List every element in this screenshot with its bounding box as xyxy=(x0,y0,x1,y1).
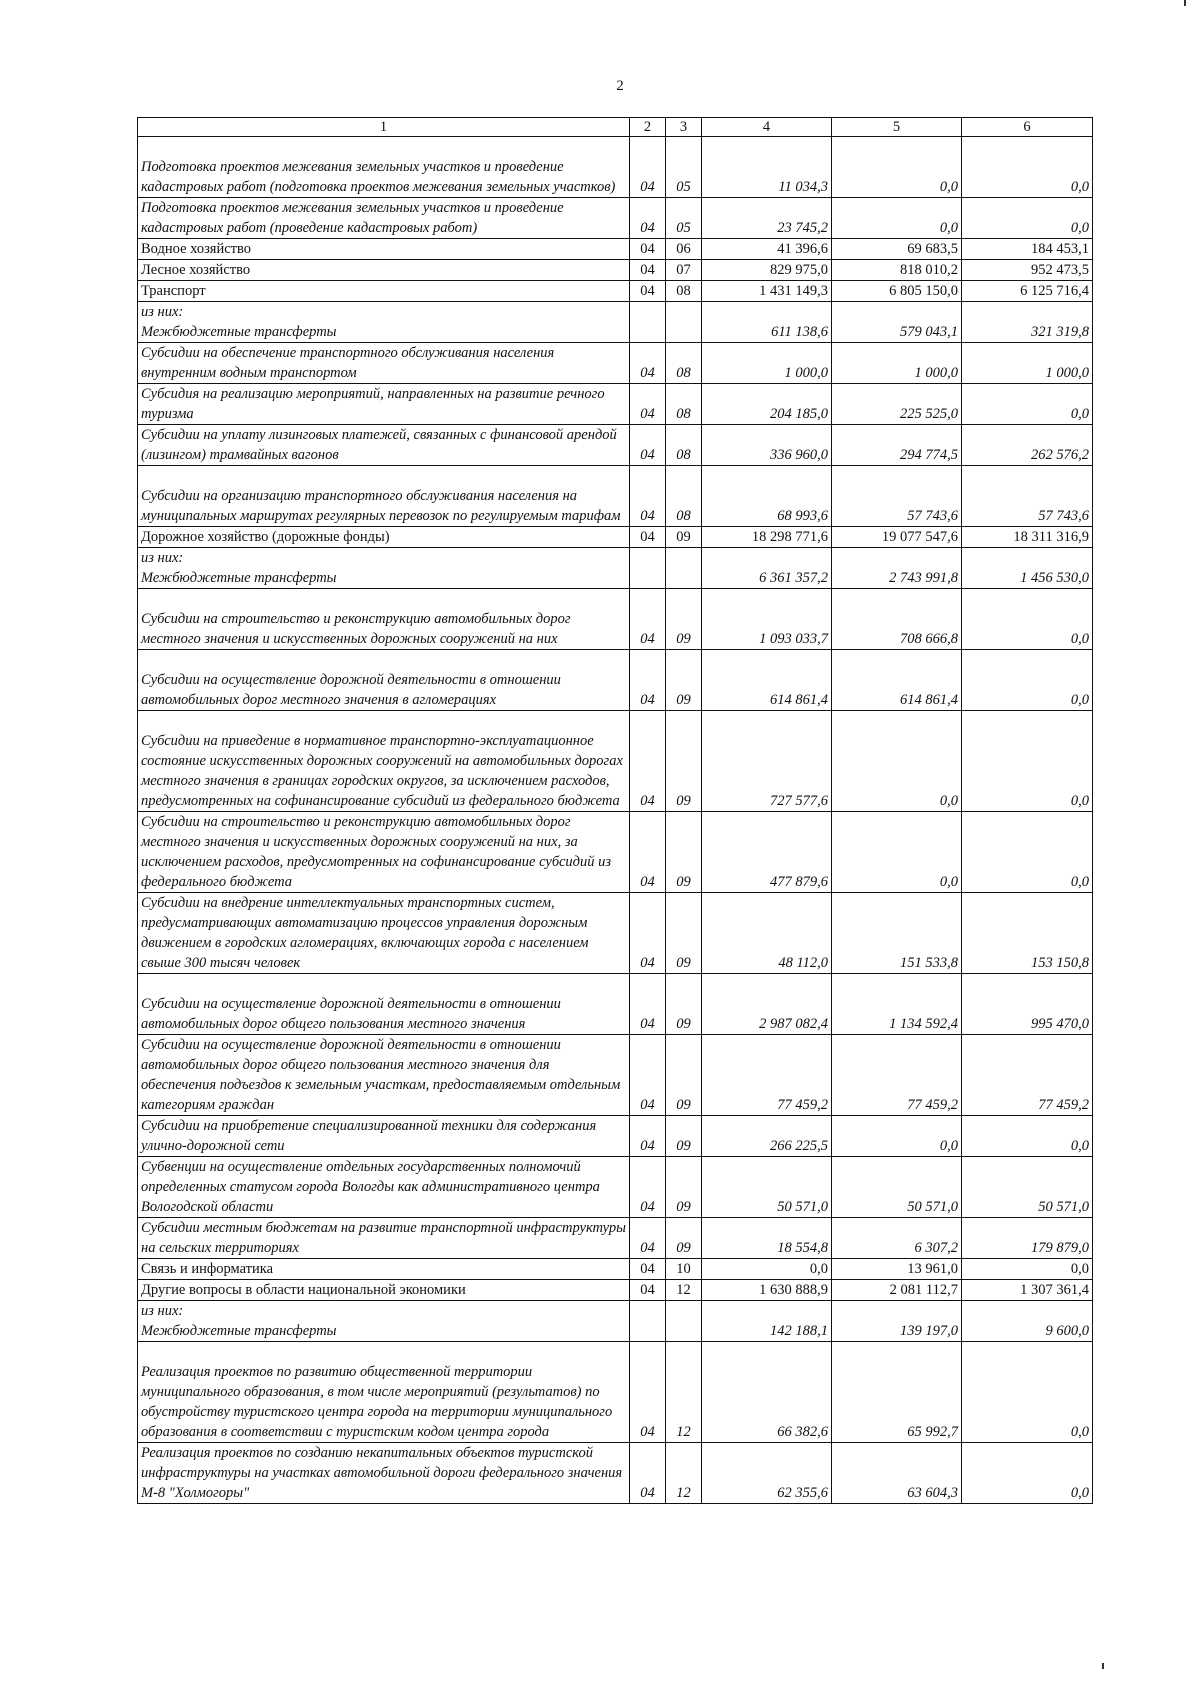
row-name-prefix: из них: xyxy=(141,304,184,320)
column-header: 5 xyxy=(832,118,962,137)
row-name: Субсидии на строительство и реконструкцию автомобильных дорог местного значения и искусственных дорожных сооружений на них xyxy=(138,589,630,650)
value-col4: 18 554,8 xyxy=(702,1218,832,1259)
table-row xyxy=(138,302,1093,343)
table-row xyxy=(138,589,1093,650)
column-header: 2 xyxy=(630,118,666,137)
value-col6: 0,0 xyxy=(962,812,1093,893)
row-name: Транспорт xyxy=(138,281,630,302)
value-col4: 66 382,6 xyxy=(702,1342,832,1443)
value-col5: 57 743,6 xyxy=(832,466,962,527)
value-col5: 225 525,0 xyxy=(832,384,962,425)
row-name: Субсидии на приобретение специализированной техники для содержания улично-дорожной сети xyxy=(138,1116,630,1157)
section-code: 04 xyxy=(630,893,666,974)
section-code xyxy=(630,548,666,589)
column-header: 6 xyxy=(962,118,1093,137)
value-col4: 0,0 xyxy=(702,1259,832,1280)
value-col5: 0,0 xyxy=(832,812,962,893)
value-col5: 6 307,2 xyxy=(832,1218,962,1259)
table-row xyxy=(138,527,1093,548)
value-col5: 294 774,5 xyxy=(832,425,962,466)
row-name: Связь и информатика xyxy=(138,1259,630,1280)
table-row xyxy=(138,1443,1093,1504)
value-col5: 0,0 xyxy=(832,711,962,812)
row-name-main: Межбюджетные трансферты xyxy=(141,1323,337,1339)
value-col4: 336 960,0 xyxy=(702,425,832,466)
value-col5: 50 571,0 xyxy=(832,1157,962,1218)
section-code: 04 xyxy=(630,650,666,711)
value-col6: 0,0 xyxy=(962,711,1093,812)
row-name: Реализация проектов по развитию общественной территории муниципального образования, в том числе мероприятий (результатов) по обустройству туристского центра города на территории муниципального образования в соответствии с туристским кодом центра города xyxy=(138,1342,630,1443)
value-col6: 9 600,0 xyxy=(962,1301,1093,1342)
value-col6: 184 453,1 xyxy=(962,239,1093,260)
value-col5: 1 134 592,4 xyxy=(832,974,962,1035)
row-name-prefix: из них: xyxy=(141,1303,184,1319)
value-col4: 266 225,5 xyxy=(702,1116,832,1157)
table-row xyxy=(138,1218,1093,1259)
value-col6: 153 150,8 xyxy=(962,893,1093,974)
value-col5: 139 197,0 xyxy=(832,1301,962,1342)
subsection-code: 09 xyxy=(666,1218,702,1259)
value-col5: 77 459,2 xyxy=(832,1035,962,1116)
value-col4: 1 431 149,3 xyxy=(702,281,832,302)
value-col6: 262 576,2 xyxy=(962,425,1093,466)
table-row xyxy=(138,1301,1093,1342)
value-col6: 0,0 xyxy=(962,1259,1093,1280)
value-col5: 2 081 112,7 xyxy=(832,1280,962,1301)
value-col4: 477 879,6 xyxy=(702,812,832,893)
row-name: Субсидии на внедрение интеллектуальных транспортных систем, предусматривающих автоматизацию процессов управления дорожным движением в городских агломерациях, включающих города с населением свыше 300 тысяч человек xyxy=(138,893,630,974)
row-name: Лесное хозяйство xyxy=(138,260,630,281)
value-col5: 0,0 xyxy=(832,137,962,198)
table-row xyxy=(138,343,1093,384)
table-row xyxy=(138,1116,1093,1157)
value-col5: 13 961,0 xyxy=(832,1259,962,1280)
column-header: 4 xyxy=(702,118,832,137)
value-col4: 41 396,6 xyxy=(702,239,832,260)
subsection-code: 08 xyxy=(666,466,702,527)
subsection-code: 08 xyxy=(666,343,702,384)
section-code: 04 xyxy=(630,260,666,281)
value-col4: 6 361 357,2 xyxy=(702,548,832,589)
value-col6: 6 125 716,4 xyxy=(962,281,1093,302)
subsection-code xyxy=(666,1301,702,1342)
value-col6: 1 456 530,0 xyxy=(962,548,1093,589)
value-col6: 77 459,2 xyxy=(962,1035,1093,1116)
subsection-code: 10 xyxy=(666,1259,702,1280)
value-col6: 1 000,0 xyxy=(962,343,1093,384)
table-row xyxy=(138,384,1093,425)
column-header: 3 xyxy=(666,118,702,137)
subsection-code: 09 xyxy=(666,1116,702,1157)
section-code: 04 xyxy=(630,527,666,548)
row-name xyxy=(138,302,630,343)
value-col5: 6 805 150,0 xyxy=(832,281,962,302)
row-name-main: Межбюджетные трансферты xyxy=(141,324,337,340)
subsection-code: 09 xyxy=(666,1157,702,1218)
subsection-code: 09 xyxy=(666,527,702,548)
row-name: Водное хозяйство xyxy=(138,239,630,260)
section-code: 04 xyxy=(630,466,666,527)
value-col4: 142 188,1 xyxy=(702,1301,832,1342)
section-code: 04 xyxy=(630,812,666,893)
page-number: 2 xyxy=(616,78,624,94)
value-col4: 614 861,4 xyxy=(702,650,832,711)
table-row xyxy=(138,425,1093,466)
row-name: Реализация проектов по созданию некапитальных объектов туристской инфраструктуры на участках автомобильной дороги федерального значения М-8 "Холмогоры" xyxy=(138,1443,630,1504)
value-col5: 579 043,1 xyxy=(832,302,962,343)
table-row xyxy=(138,650,1093,711)
header-row xyxy=(138,118,1093,137)
value-col6: 0,0 xyxy=(962,650,1093,711)
table-row xyxy=(138,1157,1093,1218)
row-name: Субсидии на приведение в нормативное транспортно-эксплуатационное состояние искусственных дорожных сооружений на автомобильных дорогах местного значения в границах городских округов, за исключением расходов, предусмотренных на софинансирование субсидий из федерального бюджета xyxy=(138,711,630,812)
section-code: 04 xyxy=(630,281,666,302)
section-code: 04 xyxy=(630,1342,666,1443)
value-col5: 65 992,7 xyxy=(832,1342,962,1443)
table-row xyxy=(138,239,1093,260)
value-col5: 0,0 xyxy=(832,1116,962,1157)
section-code xyxy=(630,1301,666,1342)
row-name: Субсидии на строительство и реконструкцию автомобильных дорог местного значения и искусственных дорожных сооружений на них, за исключением расходов, предусмотренных на софинансирование субсидий из федерального бюджета xyxy=(138,812,630,893)
value-col4: 727 577,6 xyxy=(702,711,832,812)
value-col6: 0,0 xyxy=(962,198,1093,239)
value-col4: 62 355,6 xyxy=(702,1443,832,1504)
value-col4: 611 138,6 xyxy=(702,302,832,343)
subsection-code: 09 xyxy=(666,812,702,893)
table-row xyxy=(138,281,1093,302)
table-row xyxy=(138,1035,1093,1116)
subsection-code xyxy=(666,302,702,343)
row-name: Другие вопросы в области национальной экономики xyxy=(138,1280,630,1301)
subsection-code: 08 xyxy=(666,425,702,466)
subsection-code: 06 xyxy=(666,239,702,260)
row-name: Подготовка проектов межевания земельных участков и проведение кадастровых работ (подготовка проектов межевания земельных участков) xyxy=(138,137,630,198)
section-code: 04 xyxy=(630,239,666,260)
value-col4: 23 745,2 xyxy=(702,198,832,239)
row-name-main: Межбюджетные трансферты xyxy=(141,570,337,586)
value-col4: 18 298 771,6 xyxy=(702,527,832,548)
value-col6: 952 473,5 xyxy=(962,260,1093,281)
value-col6: 0,0 xyxy=(962,1443,1093,1504)
value-col6: 50 571,0 xyxy=(962,1157,1093,1218)
value-col6: 0,0 xyxy=(962,137,1093,198)
table-row xyxy=(138,1342,1093,1443)
value-col5: 19 077 547,6 xyxy=(832,527,962,548)
subsection-code: 09 xyxy=(666,893,702,974)
value-col6: 0,0 xyxy=(962,589,1093,650)
value-col4: 2 987 082,4 xyxy=(702,974,832,1035)
section-code: 04 xyxy=(630,198,666,239)
table-row xyxy=(138,893,1093,974)
section-code: 04 xyxy=(630,1280,666,1301)
value-col4: 1 093 033,7 xyxy=(702,589,832,650)
subsection-code: 12 xyxy=(666,1280,702,1301)
value-col4: 48 112,0 xyxy=(702,893,832,974)
budget-table xyxy=(137,117,1093,1504)
section-code xyxy=(630,302,666,343)
table-row xyxy=(138,1280,1093,1301)
row-name: Субсидии местным бюджетам на развитие транспортной инфраструктуры на сельских территориях xyxy=(138,1218,630,1259)
value-col5: 69 683,5 xyxy=(832,239,962,260)
row-name: Подготовка проектов межевания земельных участков и проведение кадастровых работ (проведение кадастровых работ) xyxy=(138,198,630,239)
section-code: 04 xyxy=(630,343,666,384)
subsection-code: 09 xyxy=(666,974,702,1035)
scan-mark xyxy=(1102,1663,1104,1669)
subsection-code: 08 xyxy=(666,281,702,302)
subsection-code: 05 xyxy=(666,198,702,239)
row-name: Дорожное хозяйство (дорожные фонды) xyxy=(138,527,630,548)
row-name xyxy=(138,548,630,589)
value-col4: 11 034,3 xyxy=(702,137,832,198)
section-code: 04 xyxy=(630,1218,666,1259)
subsection-code: 12 xyxy=(666,1342,702,1443)
row-name: Субсидии на осуществление дорожной деятельности в отношении автомобильных дорог общего пользования местного значения xyxy=(138,974,630,1035)
value-col5: 708 666,8 xyxy=(832,589,962,650)
value-col4: 77 459,2 xyxy=(702,1035,832,1116)
subsection-code: 09 xyxy=(666,1035,702,1116)
section-code: 04 xyxy=(630,1259,666,1280)
value-col6: 1 307 361,4 xyxy=(962,1280,1093,1301)
subsection-code xyxy=(666,548,702,589)
value-col6: 18 311 316,9 xyxy=(962,527,1093,548)
value-col4: 68 993,6 xyxy=(702,466,832,527)
value-col4: 1 630 888,9 xyxy=(702,1280,832,1301)
value-col5: 151 533,8 xyxy=(832,893,962,974)
row-name xyxy=(138,1301,630,1342)
table-row xyxy=(138,711,1093,812)
subsection-code: 08 xyxy=(666,384,702,425)
subsection-code: 09 xyxy=(666,589,702,650)
table-row xyxy=(138,1259,1093,1280)
row-name-prefix: из них: xyxy=(141,550,184,566)
row-name: Субсидии на осуществление дорожной деятельности в отношении автомобильных дорог общего пользования местного значения для обеспечения подъездов к земельным участкам, предоставляемым отдельным категориям граждан xyxy=(138,1035,630,1116)
value-col5: 2 743 991,8 xyxy=(832,548,962,589)
column-header: 1 xyxy=(138,118,630,137)
table-row xyxy=(138,466,1093,527)
section-code: 04 xyxy=(630,589,666,650)
subsection-code: 12 xyxy=(666,1443,702,1504)
section-code: 04 xyxy=(630,425,666,466)
subsection-code: 07 xyxy=(666,260,702,281)
value-col5: 1 000,0 xyxy=(832,343,962,384)
row-name: Субсидии на уплату лизинговых платежей, связанных с финансовой арендой (лизингом) трамвайных вагонов xyxy=(138,425,630,466)
table-row xyxy=(138,812,1093,893)
section-code: 04 xyxy=(630,1443,666,1504)
row-name: Субсидии на организацию транспортного обслуживания населения на муниципальных маршрутах регулярных перевозок по регулируемым тарифам xyxy=(138,466,630,527)
section-code: 04 xyxy=(630,974,666,1035)
value-col6: 321 319,8 xyxy=(962,302,1093,343)
section-code: 04 xyxy=(630,137,666,198)
subsection-code: 09 xyxy=(666,650,702,711)
row-name: Субсидия на реализацию мероприятий, направленных на развитие речного туризма xyxy=(138,384,630,425)
table-row xyxy=(138,974,1093,1035)
value-col6: 0,0 xyxy=(962,1116,1093,1157)
subsection-code: 05 xyxy=(666,137,702,198)
section-code: 04 xyxy=(630,1157,666,1218)
scan-mark xyxy=(1184,0,1186,6)
row-name: Субсидии на осуществление дорожной деятельности в отношении автомобильных дорог местного значения в агломерациях xyxy=(138,650,630,711)
value-col6: 0,0 xyxy=(962,1342,1093,1443)
value-col6: 995 470,0 xyxy=(962,974,1093,1035)
value-col6: 0,0 xyxy=(962,384,1093,425)
table-row xyxy=(138,137,1093,198)
value-col4: 829 975,0 xyxy=(702,260,832,281)
table-row xyxy=(138,260,1093,281)
row-name: Субвенции на осуществление отдельных государственных полномочий определенных статусом города Вологды как административного центра Вологодской области xyxy=(138,1157,630,1218)
section-code: 04 xyxy=(630,1116,666,1157)
table-row xyxy=(138,198,1093,239)
value-col5: 818 010,2 xyxy=(832,260,962,281)
value-col4: 204 185,0 xyxy=(702,384,832,425)
row-name: Субсидии на обеспечение транспортного обслуживания населения внутренним водным транспортом xyxy=(138,343,630,384)
value-col4: 50 571,0 xyxy=(702,1157,832,1218)
section-code: 04 xyxy=(630,384,666,425)
subsection-code: 09 xyxy=(666,711,702,812)
value-col5: 63 604,3 xyxy=(832,1443,962,1504)
value-col4: 1 000,0 xyxy=(702,343,832,384)
value-col6: 179 879,0 xyxy=(962,1218,1093,1259)
table-row xyxy=(138,548,1093,589)
value-col6: 57 743,6 xyxy=(962,466,1093,527)
value-col5: 614 861,4 xyxy=(832,650,962,711)
section-code: 04 xyxy=(630,1035,666,1116)
section-code: 04 xyxy=(630,711,666,812)
value-col5: 0,0 xyxy=(832,198,962,239)
